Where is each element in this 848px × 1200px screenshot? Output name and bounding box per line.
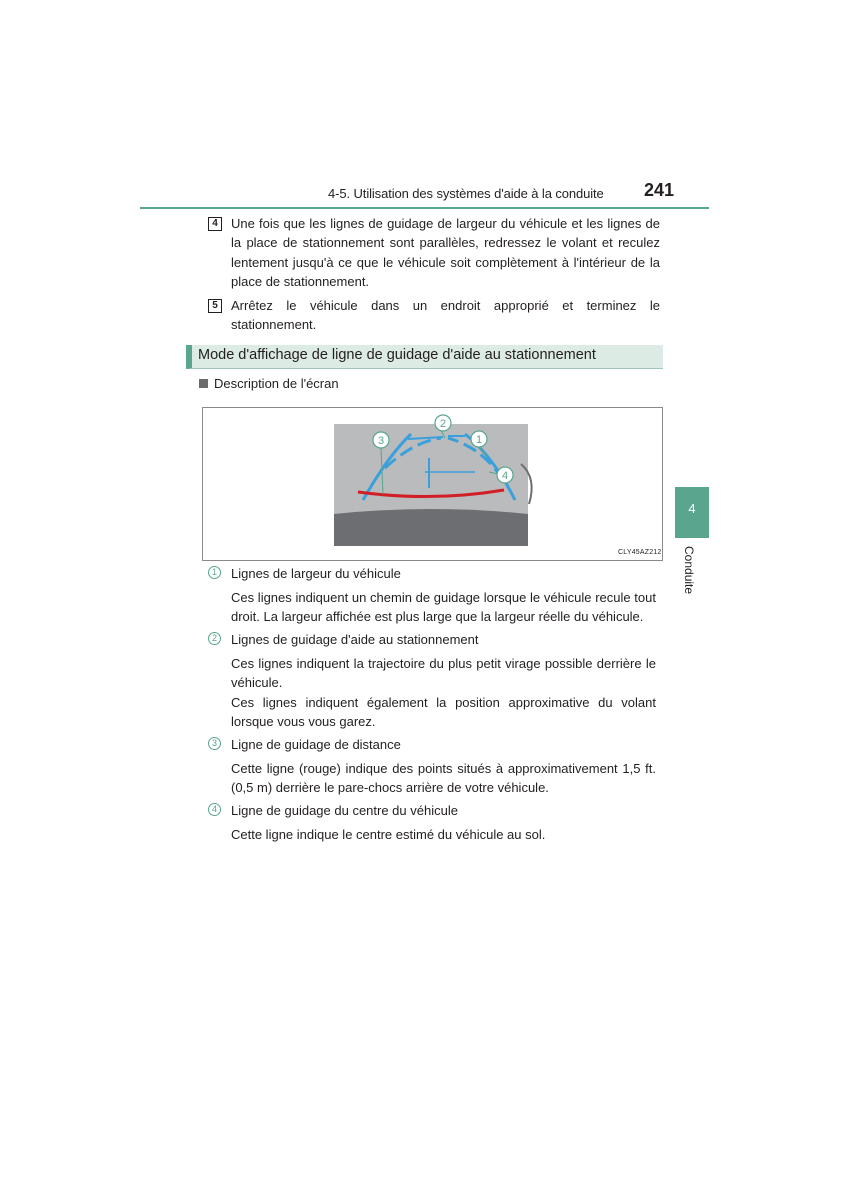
legend-item-2 [208,630,660,649]
step-text: Une fois que les lignes de guidage de largeur du véhicule et les lignes de la place de stationnement sont parallèles, redressez le volant et reculez lentement jusqu'à ce que le véhicule soit complètement à l'intérieur de la place de stationnement. [231,216,660,289]
step-number: 4 [208,217,222,231]
legend-item-3 [208,735,660,754]
legend-description: Cette ligne (rouge) indique des points situés à approximativement 1,5 ft. (0,5 m) derrière le pare-chocs arrière de votre véhicule. [231,761,656,796]
legend-description: Ces lignes indiquent également la position approximative du volant lorsque vous vous garez. [231,695,656,730]
chapter-label-text: Conduite [682,546,696,595]
callout-2-label: 2 [439,418,447,430]
step-number: 5 [208,299,222,313]
callout-2 [435,415,451,431]
circled-number-1: 1 [208,566,221,579]
section-title: Mode d'affichage de ligne de guidage d'aide au stationnement [198,347,596,363]
step-text: Arrêtez le véhicule dans un endroit approprié et terminez le stationnement. [231,298,660,333]
chapter-tab [675,487,709,538]
step-5 [208,296,660,335]
callout-4-label: 4 [501,470,509,482]
legend-label: Ligne de guidage du centre du véhicule [231,803,458,818]
chapter-number: 4 [688,501,696,516]
legend-description: Cette ligne indique le centre estimé du véhicule au sol. [231,827,546,842]
callout-1-label: 1 [475,434,483,446]
subheading [199,376,339,391]
legend-label: Lignes de guidage d'aide au stationnement [231,632,479,647]
circled-number-4: 4 [208,803,221,816]
legend-label: Lignes de largeur du véhicule [231,566,401,581]
camera-screen-drawing [203,408,662,560]
running-header-title: 4-5. Utilisation des systèmes d'aide à la conduite [328,186,604,201]
callout-1 [471,431,487,447]
circled-number-2: 2 [208,632,221,645]
chapter-label [682,546,698,606]
screen-illustration [202,407,663,561]
rear-bumper [334,509,528,546]
section-heading [186,345,663,369]
header-rule [140,207,709,209]
callout-4 [497,467,513,483]
legend-description: Ces lignes indiquent un chemin de guidage lorsque le véhicule recule tout droit. La largeur affichée est plus large que la largeur réelle du véhicule. [231,590,656,625]
legend-description: Ces lignes indiquent la trajectoire du plus petit virage possible derrière le véhicule. [231,656,656,691]
callout-3-label: 3 [377,435,385,447]
circled-number-3: 3 [208,737,221,750]
square-bullet-icon [199,379,208,388]
subheading-text: Description de l'écran [214,376,339,391]
callout-3 [373,432,389,448]
legend-item-4 [208,801,660,820]
page-number: 241 [644,180,675,200]
legend-item-1 [208,564,660,583]
legend-label: Ligne de guidage de distance [231,737,401,752]
step-4 [208,214,660,291]
figure-code: CLY45AZ212 [618,549,662,556]
